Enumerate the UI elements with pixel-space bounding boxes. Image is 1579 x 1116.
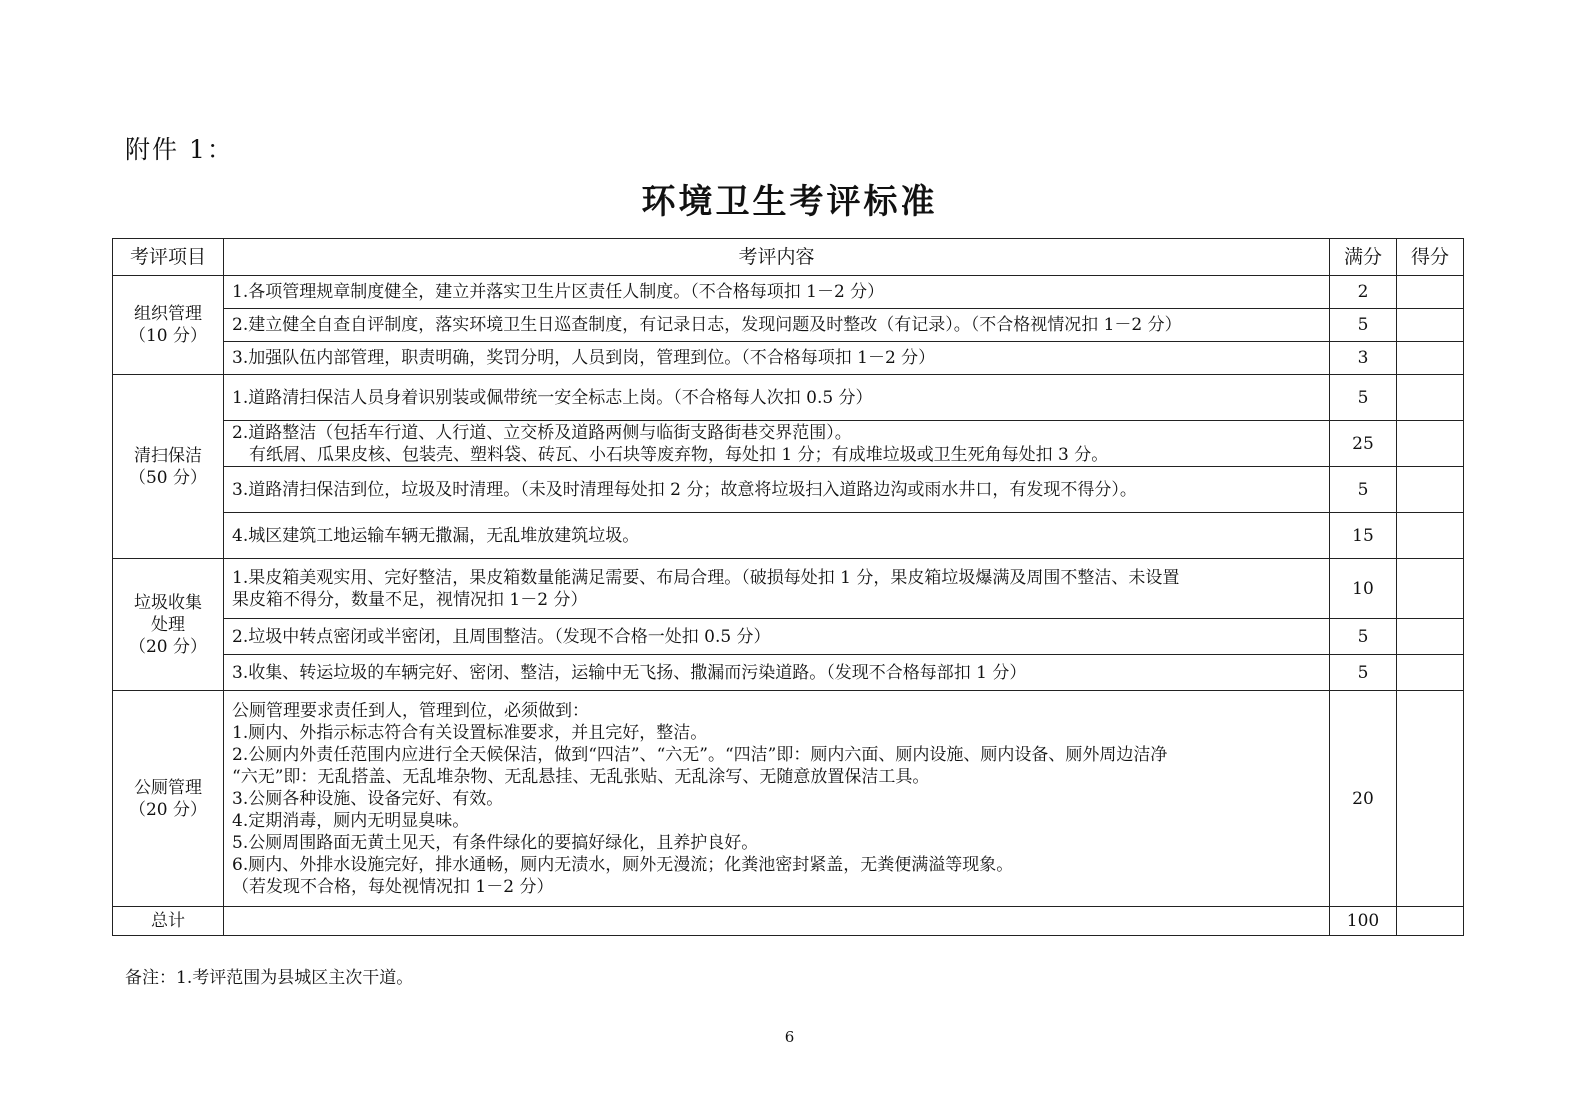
category-points: （50 分） (128, 467, 208, 488)
criteria-cell (224, 375, 1330, 421)
criteria-cell (224, 619, 1330, 655)
criteria-cell (224, 342, 1330, 375)
criteria-text: 果皮箱不得分，数量不足，视情况扣 1－2 分） (232, 589, 588, 610)
header-item: 考评项目 (113, 239, 224, 276)
criteria-text: 1.果皮箱美观实用、完好整洁，果皮箱数量能满足需要、布局合理。（破损每处扣 1 分，果皮箱垃圾爆满及周围不整洁、未设置 (232, 567, 1180, 588)
category-name: 清扫保洁 (134, 445, 202, 466)
footnote: 备注：1.考评范围为县城区主次干道。 (125, 968, 414, 988)
full-score-cell: 5 (1330, 655, 1397, 691)
category-cell (113, 691, 224, 907)
total-full-score: 100 (1330, 907, 1397, 936)
table-header-row (113, 239, 1464, 276)
criteria-text: “六无”即：无乱搭盖、无乱堆杂物、无乱悬挂、无乱张贴、无乱涂写、无随意放置保洁工具。 (232, 766, 930, 787)
full-score-cell: 20 (1330, 691, 1397, 907)
score-cell[interactable] (1397, 513, 1464, 559)
full-score-cell: 15 (1330, 513, 1397, 559)
score-cell[interactable] (1397, 619, 1464, 655)
full-score-cell: 5 (1330, 309, 1397, 342)
score-cell[interactable] (1397, 655, 1464, 691)
criteria-text: 1.各项管理规章制度健全，建立并落实卫生片区责任人制度。（不合格每项扣 1－2 分） (232, 282, 885, 302)
criteria-text: 1.道路清扫保洁人员身着识别装或佩带统一安全标志上岗。（不合格每人次扣 0.5 分） (232, 387, 873, 408)
total-score-cell[interactable] (1397, 907, 1464, 936)
criteria-cell (224, 421, 1330, 467)
table-row (113, 559, 1464, 619)
evaluation-table (112, 238, 1464, 936)
criteria-text: 3.加强队伍内部管理，职责明确，奖罚分明，人员到岗，管理到位。（不合格每项扣 1－2 分） (232, 348, 936, 368)
criteria-text: 2.道路整洁（包括车行道、人行道、立交桥及道路两侧与临街支路街巷交界范围）。 (232, 422, 852, 443)
category-points: （20 分） (128, 799, 208, 820)
full-score-cell: 5 (1330, 467, 1397, 513)
criteria-text: （若发现不合格，每处视情况扣 1－2 分） (232, 876, 554, 897)
criteria-text: 2.公厕内外责任范围内应进行全天候保洁，做到“四洁”、“六无”。“四洁”即：厕内六面、厕内设施、厕内设备、厕外周边洁净 (232, 744, 1168, 765)
table-body (113, 276, 1464, 936)
category-name: 公厕管理 (134, 777, 202, 798)
criteria-text: 有纸屑、瓜果皮核、包装壳、塑料袋、砖瓦、小石块等废弃物，每处扣 1 分；有成堆垃圾或卫生死角每处扣 3 分。 (232, 444, 1109, 465)
table-row (113, 309, 1464, 342)
full-score-cell: 25 (1330, 421, 1397, 467)
full-score-cell: 2 (1330, 276, 1397, 309)
criteria-text: 5.公厕周围路面无黄土见天，有条件绿化的要搞好绿化，且养护良好。 (232, 832, 759, 853)
category-name-part: 处理 (151, 614, 185, 635)
score-cell[interactable] (1397, 276, 1464, 309)
category-points: （10 分） (128, 326, 208, 346)
criteria-text: 4.城区建筑工地运输车辆无撒漏，无乱堆放建筑垃圾。 (232, 525, 640, 546)
table-row (113, 375, 1464, 421)
criteria-cell (224, 309, 1330, 342)
criteria-cell (224, 655, 1330, 691)
criteria-cell (224, 467, 1330, 513)
page-number: 6 (784, 1028, 795, 1046)
category-name-part: 垃圾收集 (134, 592, 202, 613)
category-cell (113, 375, 224, 559)
criteria-text: 4.定期消毒，厕内无明显臭味。 (232, 810, 470, 831)
header-score: 得分 (1397, 239, 1464, 276)
full-score-cell: 10 (1330, 559, 1397, 619)
criteria-cell (224, 513, 1330, 559)
table-row (113, 421, 1464, 467)
table-row (113, 691, 1464, 907)
document-title: 环境卫生考评标准 (641, 182, 938, 222)
total-row (113, 907, 1464, 936)
table-row (113, 513, 1464, 559)
score-cell[interactable] (1397, 421, 1464, 467)
criteria-cell (224, 559, 1330, 619)
criteria-text: 2.建立健全自查自评制度，落实环境卫生日巡查制度，有记录日志，发现问题及时整改（有记录）。（不合格视情况扣 1－2 分） (232, 315, 1182, 335)
criteria-text: 3.道路清扫保洁到位，垃圾及时清理。（未及时清理每处扣 2 分；故意将垃圾扫入道路边沟或雨水井口，有发现不得分）。 (232, 479, 1137, 500)
score-cell[interactable] (1397, 375, 1464, 421)
criteria-text: 公厕管理要求责任到人，管理到位，必须做到： (232, 700, 589, 721)
score-cell[interactable] (1397, 467, 1464, 513)
table-row (113, 619, 1464, 655)
attachment-label: 附件 1： (125, 135, 234, 164)
criteria-text: 1.厕内、外指示标志符合有关设置标准要求，并且完好，整洁。 (232, 722, 708, 743)
category-cell (113, 276, 224, 375)
header-content: 考评内容 (224, 239, 1330, 276)
table-row (113, 655, 1464, 691)
category-cell (113, 559, 224, 691)
table-row (113, 276, 1464, 309)
category-points: （20 分） (128, 636, 208, 657)
total-content-cell (224, 907, 1330, 936)
full-score-cell: 3 (1330, 342, 1397, 375)
full-score-cell: 5 (1330, 375, 1397, 421)
criteria-text: 6.厕内、外排水设施完好，排水通畅，厕内无渍水，厕外无漫流；化粪池密封紧盖，无粪便满溢等现象。 (232, 854, 1014, 875)
score-cell[interactable] (1397, 691, 1464, 907)
table-row (113, 342, 1464, 375)
criteria-text: 3.收集、转运垃圾的车辆完好、密闭、整洁，运输中无飞扬、撒漏而污染道路。（发现不合格每部扣 1 分） (232, 662, 1027, 683)
score-cell[interactable] (1397, 342, 1464, 375)
table-row (113, 467, 1464, 513)
criteria-text: 3.公厕各种设施、设备完好、有效。 (232, 788, 504, 809)
category-name: 组织管理 (134, 304, 202, 324)
score-cell[interactable] (1397, 559, 1464, 619)
criteria-cell (224, 691, 1330, 907)
total-label: 总计 (113, 907, 224, 936)
header-full-score: 满分 (1330, 239, 1397, 276)
criteria-cell (224, 276, 1330, 309)
score-cell[interactable] (1397, 309, 1464, 342)
criteria-text: 2.垃圾中转点密闭或半密闭，且周围整洁。（发现不合格一处扣 0.5 分） (232, 626, 771, 647)
full-score-cell: 5 (1330, 619, 1397, 655)
